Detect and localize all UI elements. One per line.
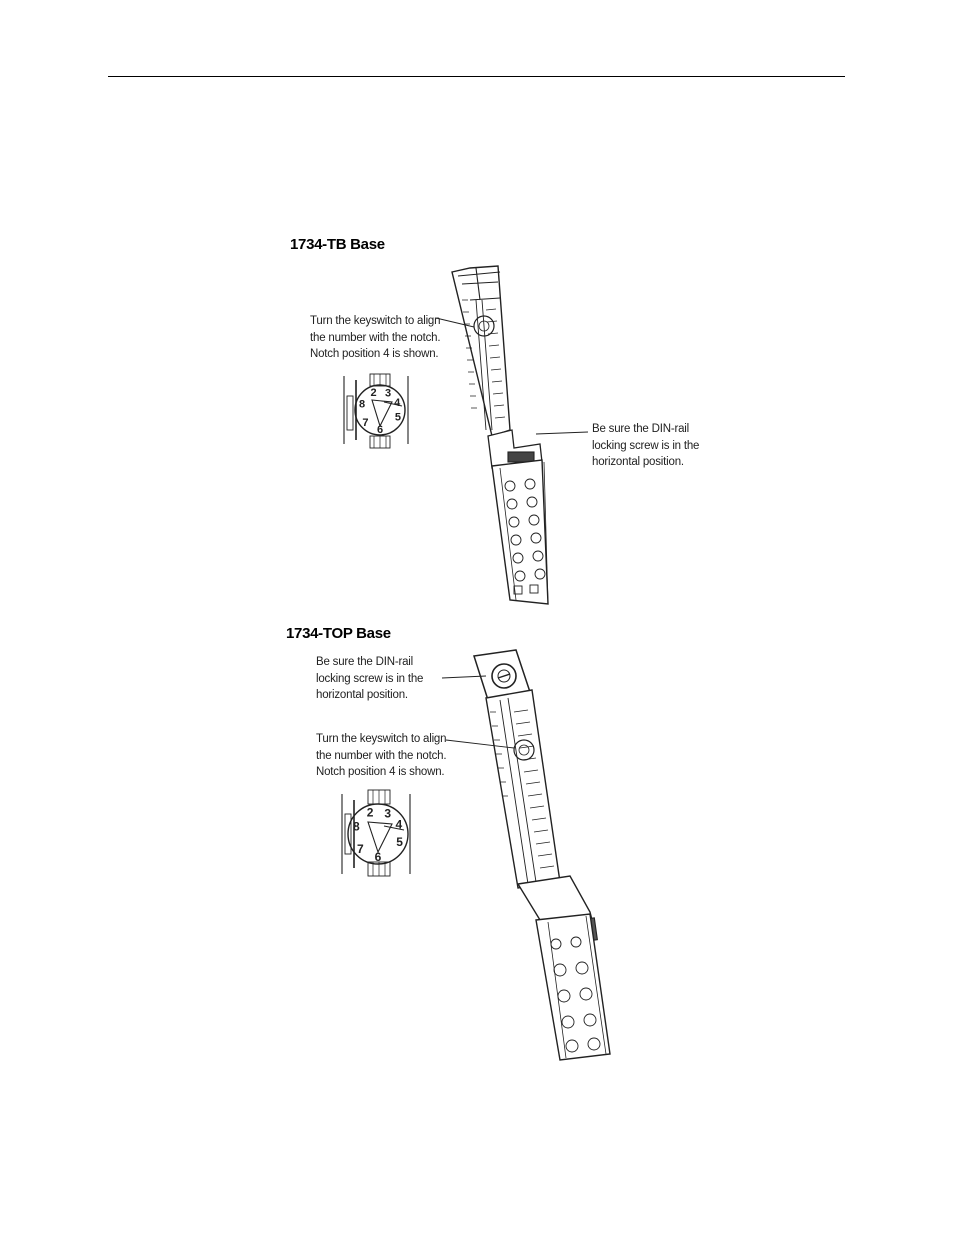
callout-line: Be sure the DIN-rail xyxy=(316,656,413,668)
callout-line: locking screw is in the xyxy=(592,439,700,452)
callout-line: Be sure the DIN-rail xyxy=(592,423,689,435)
dial-number: 3 xyxy=(384,387,392,400)
dial-number: 4 xyxy=(394,396,401,409)
dial-number: 2 xyxy=(370,387,377,399)
dial-number: 5 xyxy=(394,411,401,424)
dial-number: 2 xyxy=(366,805,374,820)
callout-line: Turn the keyswitch to align xyxy=(316,733,447,745)
figure-title-tb: 1734-TB Base xyxy=(290,236,385,253)
dial-number: 6 xyxy=(374,850,382,865)
dial-number: 7 xyxy=(357,842,364,856)
dial-number: 8 xyxy=(353,819,360,834)
dial-number: 4 xyxy=(395,817,403,832)
callout-line: horizontal position. xyxy=(592,456,684,468)
dial-number: 3 xyxy=(384,806,392,821)
dial-number: 6 xyxy=(376,423,384,436)
dial-number: 7 xyxy=(362,417,369,430)
callout-line: the number with the notch. xyxy=(310,331,441,344)
callout-line: Turn the keyswitch to align xyxy=(310,315,441,327)
callout-line: Notch position 4 is shown. xyxy=(310,348,439,360)
dial-number: 5 xyxy=(396,835,403,850)
callout-line: Notch position 4 is shown. xyxy=(316,766,445,778)
dial-numbers xyxy=(353,387,403,864)
callout-line: horizontal position. xyxy=(316,689,408,701)
dial-number: 8 xyxy=(359,398,366,411)
callout-line: locking screw is in the xyxy=(316,672,424,685)
tb-base-illustration xyxy=(436,266,588,604)
callout-line: the number with the notch. xyxy=(316,749,447,762)
figure-title-top: 1734-TOP Base xyxy=(286,625,391,642)
top-base-illustration xyxy=(442,650,610,1060)
